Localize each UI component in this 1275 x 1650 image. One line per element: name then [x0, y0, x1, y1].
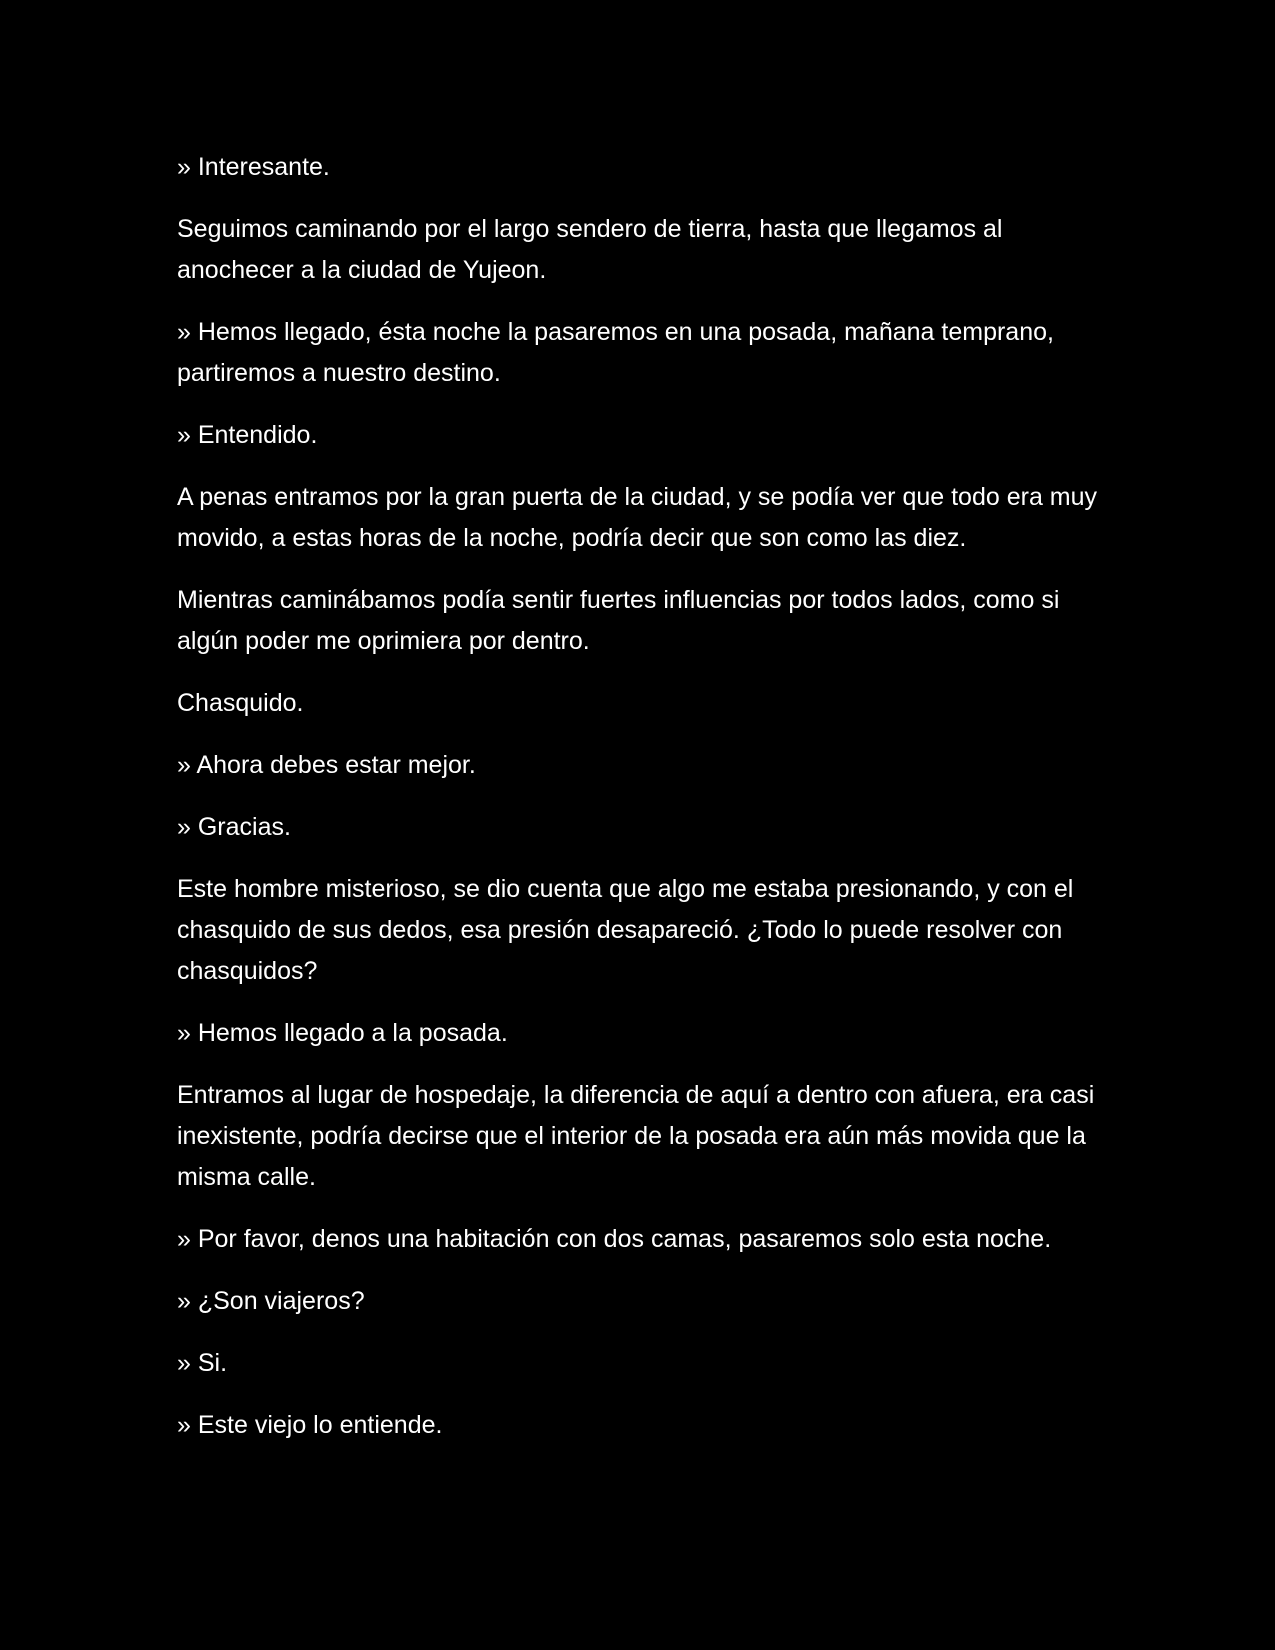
paragraph-13: » Por favor, denos una habitación con dos camas, pasaremos solo esta noche.: [177, 1225, 1052, 1253]
paragraph-3: » Hemos llegado, ésta noche la pasaremos en una posada, mañana temprano, partiremos a nuestro destino.: [177, 318, 1054, 387]
paragraph-15: » Si.: [177, 1349, 228, 1377]
document-page: [177, 147, 1117, 1467]
paragraph-2: Seguimos caminando por el largo sendero de tierra, hasta que llegamos al anochecer a la ciudad de Yujeon.: [177, 215, 1003, 284]
paragraph-7: Chasquido.: [177, 689, 304, 717]
paragraph-11: » Hemos llegado a la posada.: [177, 1019, 508, 1047]
paragraph-14: » ¿Son viajeros?: [177, 1287, 365, 1315]
paragraph-12: Entramos al lugar de hospedaje, la diferencia de aquí a dentro con afuera, era casi inexistente, podría decirse que el interior de la posada era aún más movida que la misma calle.: [177, 1081, 1095, 1191]
paragraph-4: » Entendido.: [177, 421, 318, 449]
paragraph-5: A penas entramos por la gran puerta de la ciudad, y se podía ver que todo era muy movido, a estas horas de la noche, podría decir que son como las diez.: [177, 483, 1098, 552]
paragraph-8: » Ahora debes estar mejor.: [177, 751, 476, 779]
paragraph-9: » Gracias.: [177, 813, 291, 841]
paragraph-6: Mientras caminábamos podía sentir fuertes influencias por todos lados, como si algún poder me oprimiera por dentro.: [177, 586, 1060, 655]
paragraph-16: » Este viejo lo entiende.: [177, 1411, 443, 1439]
paragraph-10: Este hombre misterioso, se dio cuenta que algo me estaba presionando, y con el chasquido de sus dedos, esa presión desapareció. ¿Todo lo puede resolver con chasquidos?: [177, 875, 1074, 985]
paragraph-1: » Interesante.: [177, 153, 330, 181]
